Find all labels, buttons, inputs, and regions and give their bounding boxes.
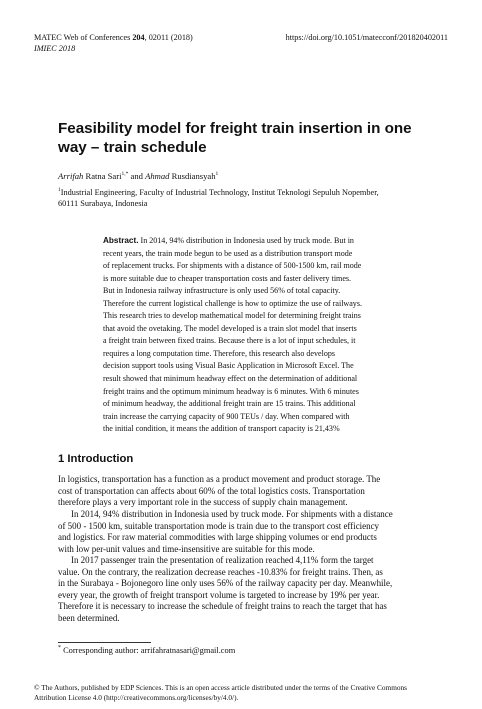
affiliation xyxy=(58,187,458,209)
conference-name: IMIEC 2018 xyxy=(34,44,76,53)
journal-volume: 204 xyxy=(132,33,145,42)
abstract-line: of replacement trucks. For shipments with a distance of 500-1500 km, rail mode xyxy=(103,261,362,271)
abstract-line: train increase the carrying capacity of 900 TEUs / day. When compared with xyxy=(103,411,350,421)
body-line: In 2017 passenger train the presentation of realization reached 4,11% form the target xyxy=(71,555,374,565)
footnote-rule xyxy=(58,642,151,643)
abstract-line: requires a long computation time. Therefore, this research also develops xyxy=(103,348,336,358)
abstract-line: the initial condition, it means the addition of transport capacity is 21,43% xyxy=(103,424,340,434)
paragraph-2 xyxy=(58,509,424,555)
author-2-last: Rusdiansyah xyxy=(169,171,216,181)
abstract xyxy=(103,235,423,436)
body-line: In 2014, 94% distribution in Indonesia used by truck mode. For shipments with a distance xyxy=(71,509,393,519)
abstract-line: This research tries to develop mathematical model for determining freight trains xyxy=(103,311,361,321)
license-notice xyxy=(34,683,454,702)
affiliation-line-2: 60111 Surabaya, Indonesia xyxy=(58,199,148,208)
body-line: In logistics, transportation has a function as a product movement and product storage. The xyxy=(58,474,381,484)
article-number: , 02011 (2018) xyxy=(144,33,193,42)
paragraph-3 xyxy=(58,555,424,625)
footnote-text: Corresponding author: arrifahratnasari@gmail.com xyxy=(61,646,236,655)
abstract-line: that avoid the ovetaking. The model developed is a train slot model that inserts xyxy=(103,323,357,333)
body-line: of 500 - 1500 km, suitable transportation mode is train due to the transport cost efficiency xyxy=(58,520,380,531)
footnote xyxy=(58,645,235,656)
body-line: been determined. xyxy=(58,612,120,623)
journal-header xyxy=(34,32,193,43)
journal-name: MATEC Web of Conferences xyxy=(34,33,133,42)
abstract-label: Abstract. xyxy=(103,236,139,245)
body-line: with low per-unit values and time-insensitive are suitable for this mode. xyxy=(58,543,315,554)
abstract-line: a freight train between fixed trains. Because there is a lot of input schedules, it xyxy=(103,336,356,346)
author-1-first: Arrifah xyxy=(58,171,84,181)
abstract-line: Therefore the current logistical challenge is how to optimize the use of railways. xyxy=(103,298,362,308)
license-line-2: Attribution License 4.0 (http://creativecommons.org/licenses/by/4.0/). xyxy=(34,692,239,702)
abstract-line: of minimum headway, the additional freight train are 15 trains. This additional xyxy=(103,399,356,409)
footnote-marker: * xyxy=(58,645,61,652)
abstract-line: But in Indonesia railway infrastructure is only used 56% of total capacity. xyxy=(103,286,341,296)
abstract-line: is more suitable due to cheaper transportation costs and faster delivery times. xyxy=(103,273,352,283)
author-and: and xyxy=(128,171,146,181)
paper-title: Feasibility model for freight train insertion in one way – train schedule xyxy=(58,120,412,156)
body-line: Therefore it is necessary to increase the schedule of freight trains to reach the target that has xyxy=(58,601,387,612)
abstract-line: In 2014, 94% distribution in Indonesia used by truck mode. But in xyxy=(138,236,354,245)
abstract-line: result showed that minimum headway effect on the determination of additional xyxy=(103,374,358,384)
abstract-line: decision support tools using Visual Basic Application in Microsoft Excel. The xyxy=(103,361,354,371)
body-line: and logistics. For raw material commodities with large shipping volumes or end products xyxy=(58,532,377,543)
paragraph-1 xyxy=(58,474,424,509)
section-heading: 1 Introduction xyxy=(58,453,134,465)
license-line-1: © The Authors, published by EDP Sciences. This is an open access article distributed under the terms of the Creative Commons xyxy=(34,683,408,692)
author-1-sup: 1,* xyxy=(121,171,129,178)
abstract-line: recent years, the train mode begun to be used as a distribution transport mode xyxy=(103,248,353,258)
body-line: every year, the growth of freight transport volume is targeted to increase by 19% per year. xyxy=(58,589,380,600)
affiliation-sup: 1 xyxy=(58,187,61,194)
body-line: cost of transportation can affects about 60% of the total logistics costs. Transportation xyxy=(58,485,365,496)
author-2-first: Ahmad xyxy=(145,171,170,181)
abstract-line: freight trains and the optimum minimum headway is 6 minutes. With 6 minutes xyxy=(103,386,359,396)
body-line: therefore plays a very important role in the success of supply chain management. xyxy=(58,497,348,508)
doi-link[interactable]: https://doi.org/10.1051/matecconf/201820402011 xyxy=(285,33,448,42)
author-2-sup: 1 xyxy=(215,171,219,178)
affiliation-line-1: Industrial Engineering, Faculty of Industrial Technology, Institut Teknologi Sepuluh Nopember, xyxy=(60,188,379,197)
author-list xyxy=(58,171,218,182)
body-line: value. On the contrary, the realization decrease reaches -10.83% for freight trains. Then, as xyxy=(58,566,383,577)
author-1-last: Ratna Sari xyxy=(83,171,122,181)
body-line: in the Surabaya - Bojonegoro line only uses 56% of the railway capacity per day. Meanwhile, xyxy=(58,578,393,589)
